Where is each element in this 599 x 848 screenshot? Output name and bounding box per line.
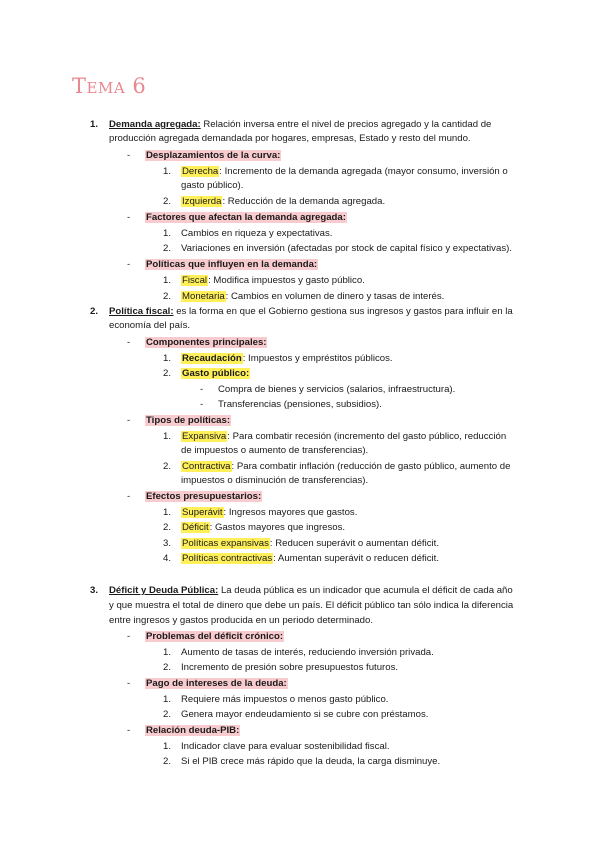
section-heading-line [109,119,529,131]
bullet-dash: - [200,384,204,395]
bullet-dash: - [127,678,131,689]
list-item: Si el PIB crece más rápido que la deuda, la carga disminuye. [181,756,441,767]
list-item [181,196,385,208]
bullet-dash: - [200,399,204,410]
item-text: : Reducen superávit o aumentan déficit. [269,538,439,549]
item-text: : Impuestos y empréstitos públicos. [242,353,393,364]
list-item [181,507,357,519]
bullet-dash: - [127,212,131,223]
subsection-label: Efectos presupuestarios: [146,491,262,502]
item-number: 1. [163,166,172,177]
bullet-dash: - [127,415,131,426]
bullet-dash: - [127,491,131,502]
highlight-term: Gasto público: [182,368,250,379]
list-item: Genera mayor endeudamiento si se cubre con préstamos. [181,709,429,720]
section-number: 2. [90,306,99,317]
item-number: 2. [163,662,172,673]
list-item [181,522,345,534]
section-heading: Política fiscal: [109,306,174,317]
highlight-term: Derecha [182,166,219,177]
item-number: 2. [163,243,172,254]
bullet-dash: - [127,150,131,161]
item-number: 2. [163,368,172,379]
list-item [181,353,393,365]
list-item [181,291,444,303]
item-text: de impuestos o aumento de transferencias). [181,445,369,456]
subsection-label: Componentes principales: [146,337,267,348]
highlight-term: Expansiva [182,431,227,442]
section-heading-line [109,306,513,318]
item-text: : Gastos mayores que ingresos. [209,522,346,533]
section-heading: Demanda agregada: [109,119,201,130]
section-text: entre ingresos y gastos producida en un periodo determinado. [109,615,373,626]
list-item: Requiere más impuestos o menos gasto público. [181,694,389,705]
bullet-dash: - [127,725,131,736]
list-item: Incremento de presión sobre presupuestos futuros. [181,662,399,673]
sub-list-item: Compra de bienes y servicios (salarios, infraestructura). [218,384,456,395]
item-number: 4. [163,553,172,564]
highlight-term: Políticas contractivas [182,553,273,564]
highlight-term: Fiscal [182,275,208,286]
item-number: 1. [163,228,172,239]
item-number: 1. [163,353,172,364]
section-text: producción agregada demandada por hogares, empresas, Estado y resto del mundo. [109,133,471,144]
item-number: 3. [163,538,172,549]
item-text: : Para combatir recesión (incremento del gasto público, reducción [227,431,507,442]
bullet-dash: - [127,259,131,270]
list-item [181,368,250,380]
page-title: Tema 6 [72,74,147,98]
item-number: 2. [163,756,172,767]
item-text: : Incremento de la demanda agregada (mayor consumo, inversión o [219,166,508,177]
item-text: : Aumentan superávit o reducen déficit. [273,553,439,564]
bullet-dash: - [127,631,131,642]
list-item [181,431,506,443]
item-number: 1. [163,741,172,752]
section-text: es la forma en que el Gobierno gestiona sus ingresos y gastos para influir en la [176,306,513,317]
item-number: 1. [163,431,172,442]
list-item [181,461,510,473]
bullet-dash: - [127,337,131,348]
highlight-term: Recaudación [182,353,242,364]
item-number: 2. [163,291,172,302]
item-number: 2. [163,196,172,207]
item-text: : Reducción de la demanda agregada. [222,196,386,207]
list-item [181,166,508,178]
item-text: : Modifica impuestos y gasto público. [208,275,365,286]
section-text: economía del país. [109,320,191,331]
item-number: 2. [163,461,172,472]
highlight-term: Superávit [182,507,223,518]
list-item: Indicador clave para evaluar sostenibilidad fiscal. [181,741,390,752]
subsection-label: Tipos de políticas: [146,415,231,426]
highlight-term: Políticas expansivas [182,538,269,549]
item-number: 1. [163,694,172,705]
item-text: : Ingresos mayores que gastos. [223,507,358,518]
highlight-term: Contractiva [182,461,231,472]
item-number: 2. [163,522,172,533]
section-heading: Déficit y Deuda Pública: [109,585,219,596]
list-item [181,275,365,287]
section-number: 1. [90,119,99,130]
item-text: gasto público). [181,180,244,191]
subsection-label: Relación deuda-PIB: [146,725,240,736]
highlight-term: Izquierda [182,196,222,207]
subsection-label: Políticas que influyen en la demanda: [146,259,318,270]
sub-list-item: Transferencias (pensiones, subsidios). [218,399,382,410]
item-text: : Cambios en volumen de dinero y tasas de interés. [225,291,445,302]
subsection-label: Pago de intereses de la deuda: [146,678,287,689]
item-number: 1. [163,275,172,286]
list-item [181,538,439,550]
list-item: Variaciones en inversión (afectadas por stock de capital físico y expectativas). [181,243,512,254]
section-text: y que muestra el total de dinero que debe un país. El déficit público tan sólo indica la diferencia [109,600,514,611]
section-heading-line [109,585,513,597]
subsection-label: Problemas del déficit crónico: [146,631,284,642]
item-number: 1. [163,647,172,658]
list-item [181,553,439,565]
list-item: Cambios en riqueza y expectativas. [181,228,333,239]
item-number: 2. [163,709,172,720]
section-number: 3. [90,585,99,596]
section-text: Relación inversa entre el nivel de precios agregado y la cantidad de [203,119,492,130]
item-number: 1. [163,507,172,518]
subsection-label: Desplazamientos de la curva: [146,150,281,161]
item-text: : Para combatir inflación (reducción de gasto público, aumento de [231,461,511,472]
list-item: Aumento de tasas de interés, reduciendo inversión privada. [181,647,434,658]
item-text: impuestos o disminución de transferencias). [181,475,369,486]
highlight-term: Déficit [182,522,209,533]
subsection-label: Factores que afectan la demanda agregada: [146,212,346,223]
highlight-term: Monetaria [182,291,225,302]
section-text: La deuda pública es un indicador que acumula el déficit de cada año [220,585,513,596]
